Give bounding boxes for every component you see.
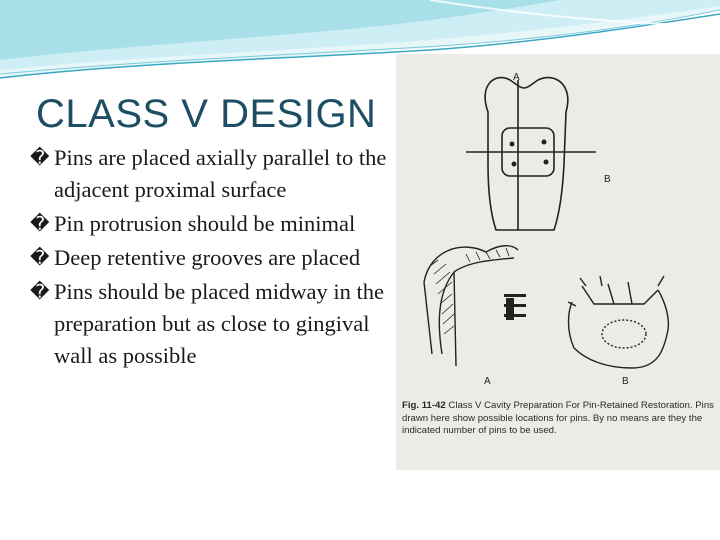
- cavity-preparation: [569, 282, 669, 368]
- caption-text: Class V Cavity Preparation For Pin-Retained Restoration. Pins drawn here show possible locations for pins. By no means are they the indicated number of pins to be used.: [402, 400, 714, 436]
- tooth-facial-view: [466, 78, 596, 230]
- bullet-list: [30, 142, 400, 374]
- bullet-text: Pin protrusion should be minimal: [54, 211, 356, 236]
- pin-heads-b: [568, 276, 664, 306]
- bullet-text: Deep retentive grooves are placed: [54, 245, 361, 270]
- bullet-text: Pins should be placed midway in the preparation but as close to gingival wall as possible: [54, 279, 384, 368]
- label-a-top: A: [513, 72, 520, 83]
- bullet-mark-icon: �: [30, 213, 50, 235]
- slide-title: CLASS V DESIGN: [36, 92, 377, 136]
- bullet-item: [30, 142, 400, 206]
- label-b-top: B: [604, 174, 611, 185]
- bullet-text: Pins are placed axially parallel to the adjacent proximal surface: [54, 145, 387, 202]
- bullet-item: [30, 242, 400, 274]
- label-b-bottom: B: [622, 376, 629, 387]
- hatch-lines: [430, 248, 509, 334]
- figure-caption: [402, 400, 716, 438]
- tooth-cross-section: [424, 246, 518, 366]
- caption-number: Fig. 11-42: [402, 400, 446, 411]
- textbook-figure: [396, 54, 720, 470]
- bullet-mark-icon: �: [30, 247, 50, 269]
- bullet-mark-icon: �: [30, 281, 50, 303]
- bullet-mark-icon: �: [30, 147, 50, 169]
- bullet-item: [30, 208, 400, 240]
- pin-locations: [510, 140, 549, 167]
- label-a-bottom: A: [484, 376, 491, 387]
- pin-in-section: [504, 294, 526, 320]
- bullet-item: [30, 276, 400, 372]
